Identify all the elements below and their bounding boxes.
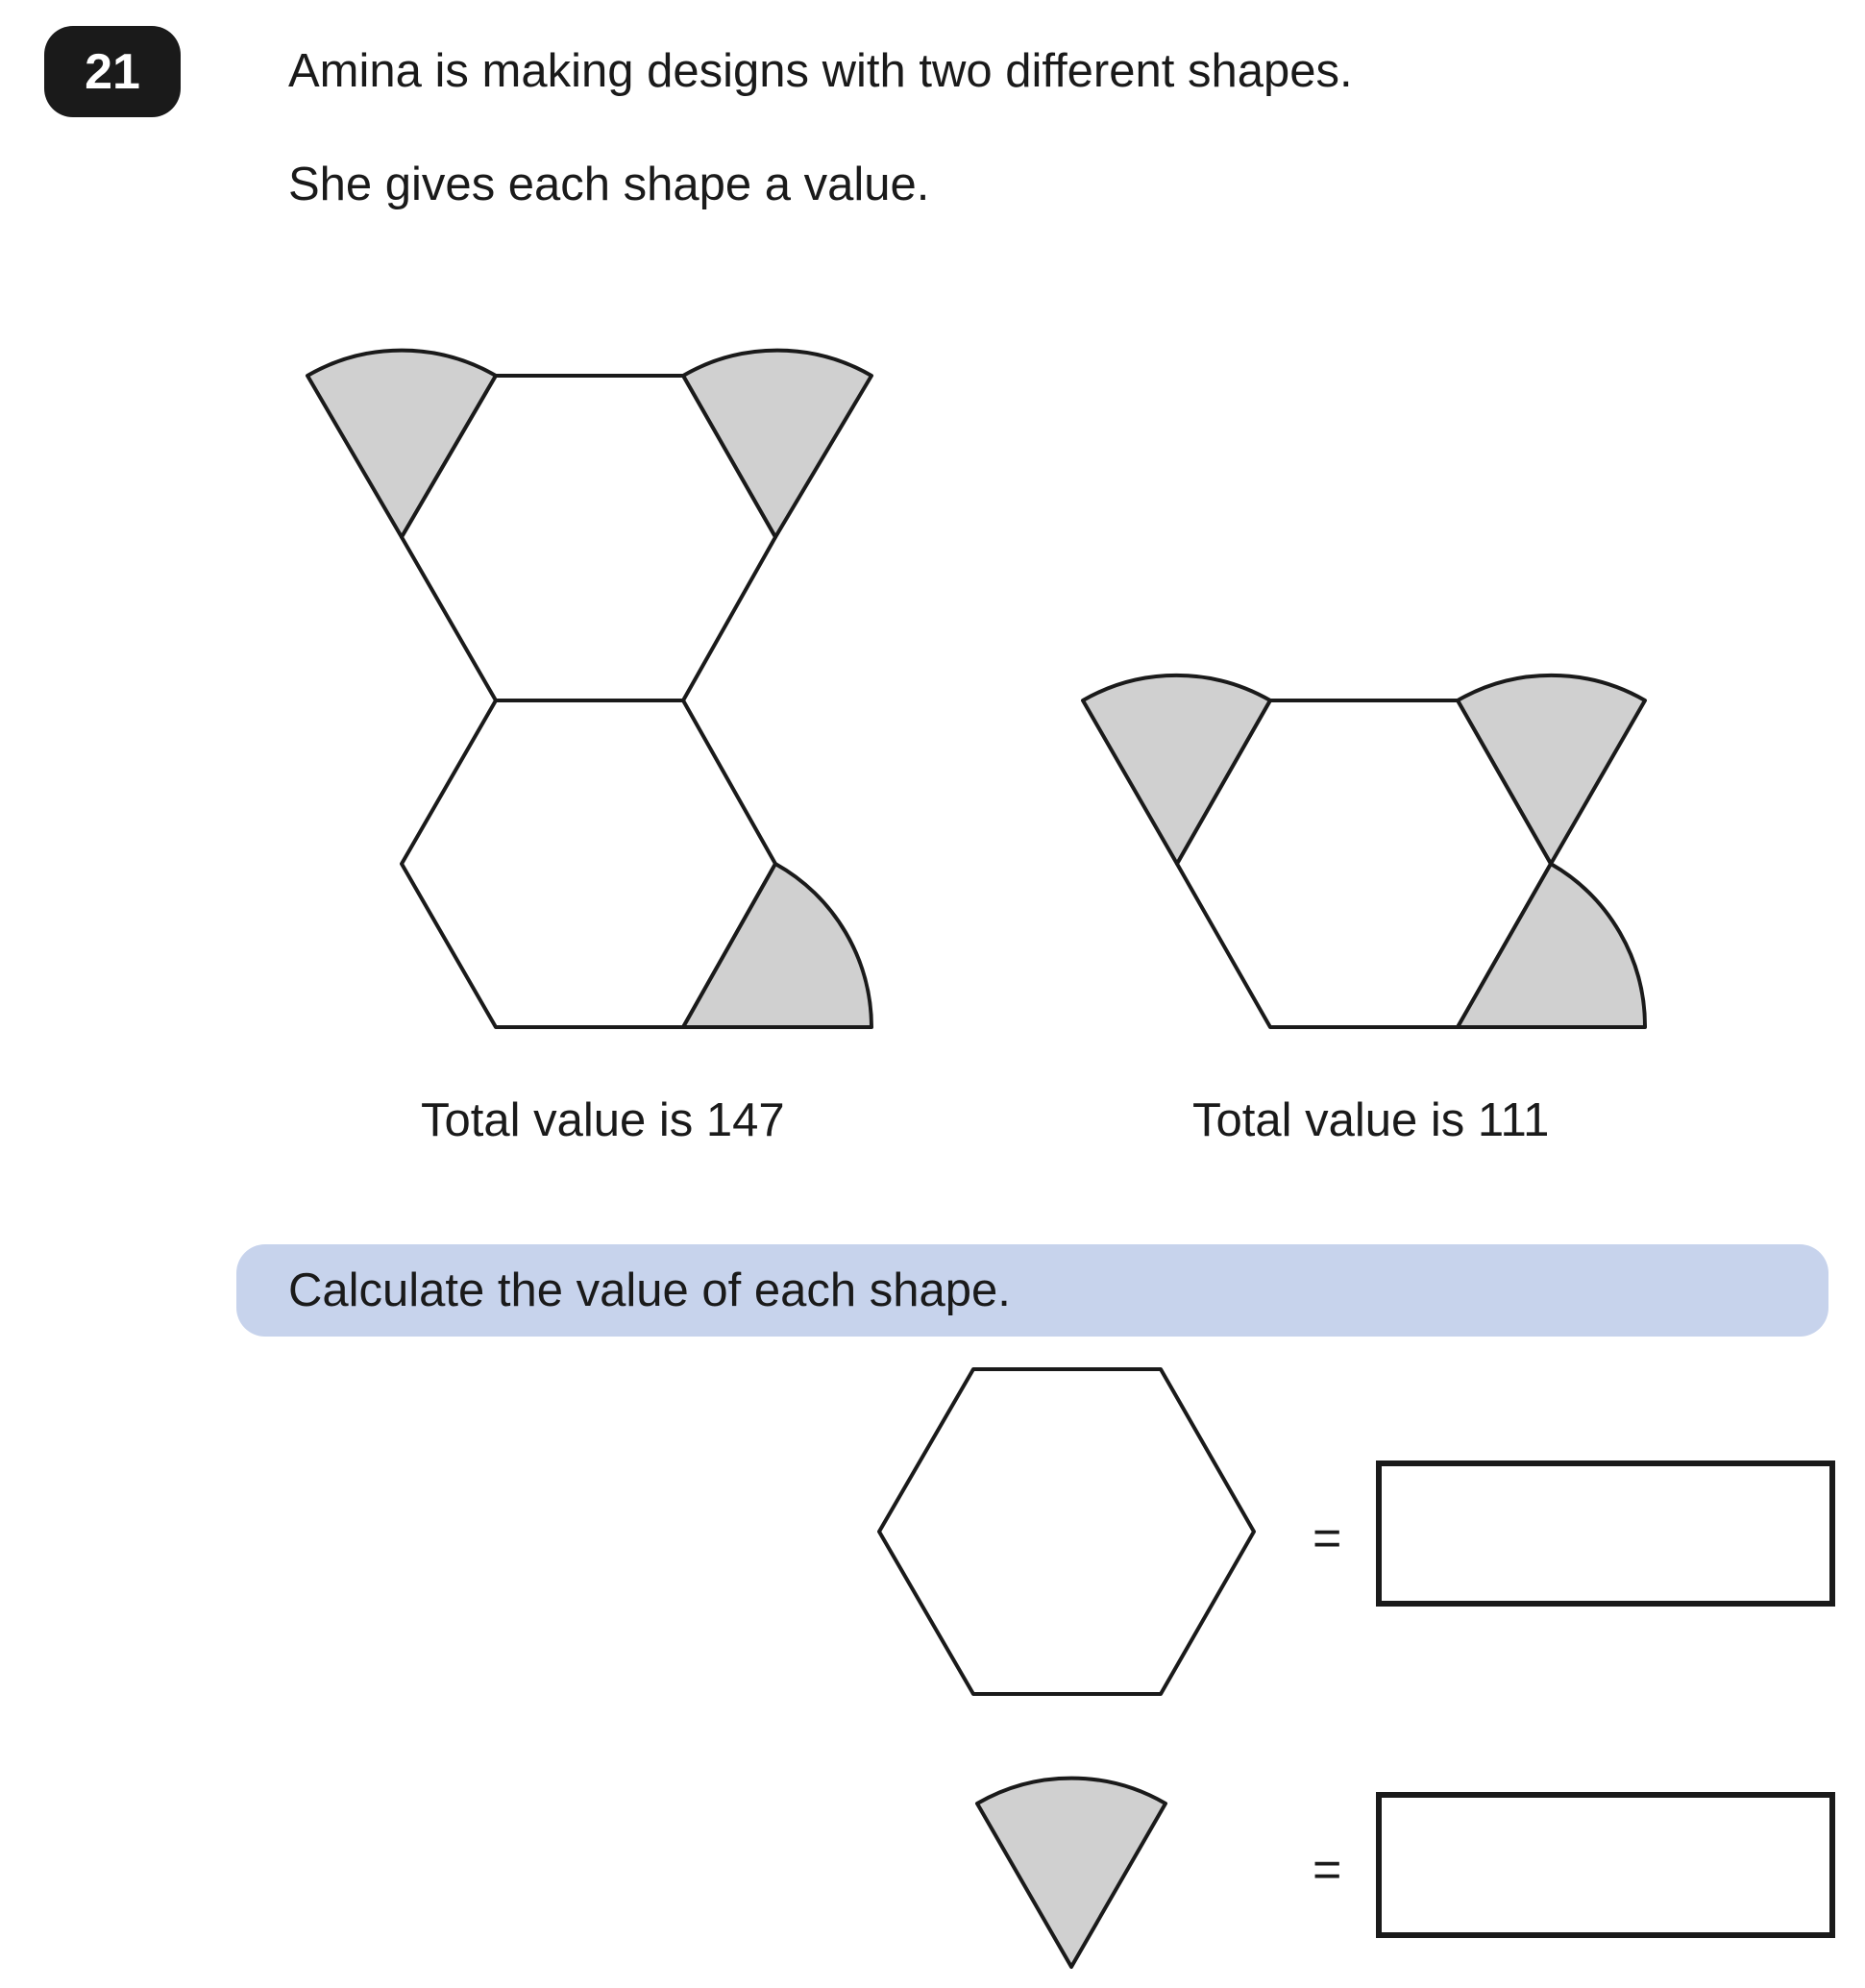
design-1-caption: Total value is 147 (421, 1094, 785, 1146)
equals-sign: = (1313, 1842, 1342, 1898)
design-1-figure (307, 351, 871, 1027)
answer-hexagon-shape (879, 1369, 1254, 1694)
design-2-caption: Total value is 111 (1192, 1094, 1550, 1146)
instruction-text: Calculate the value of each shape. (288, 1264, 1011, 1316)
hexagon-answer-box[interactable] (1376, 1460, 1835, 1607)
instruction-bar (236, 1244, 1828, 1337)
question-text-line-1: Amina is making designs with two different shapes. (288, 45, 1353, 97)
question-number: 21 (85, 43, 140, 100)
design-2-figure (1083, 675, 1645, 1027)
sector-answer-box[interactable] (1376, 1792, 1835, 1938)
answer-sector-shape (977, 1779, 1166, 1967)
question-text-line-2: She gives each shape a value. (288, 159, 930, 210)
equals-sign: = (1313, 1510, 1342, 1566)
